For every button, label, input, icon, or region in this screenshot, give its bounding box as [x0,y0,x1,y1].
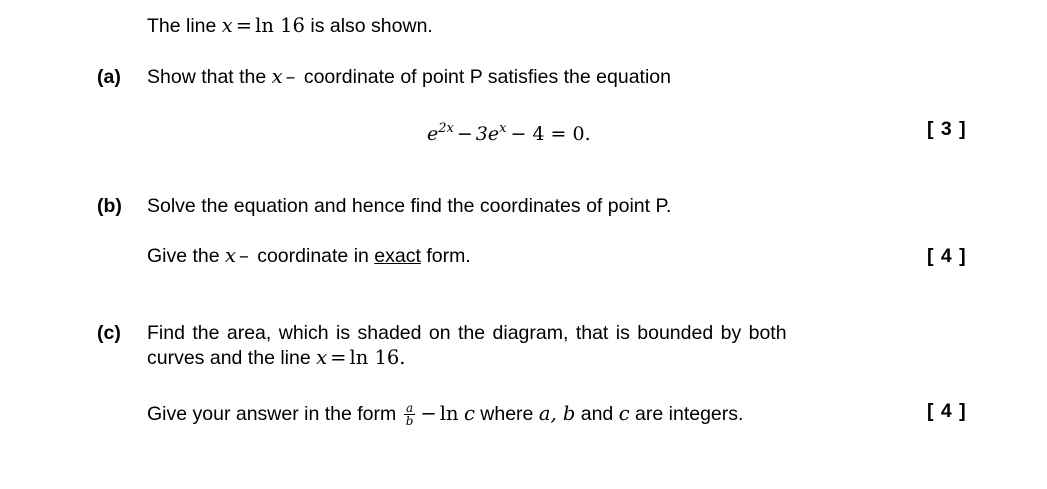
eq-exp-x: x [499,121,507,136]
intro-equals: = [235,14,253,37]
part-c-minus: − [420,402,437,425]
eq-3e: 3e [475,123,500,145]
eq-exp-2x: 2x [438,121,454,136]
fraction-numerator: a [404,402,416,415]
part-b-line1: Solve the equation and hence find the coordinates of point P. [147,195,672,217]
part-a-question [147,65,671,89]
part-c-var-x: x [316,346,328,369]
part-c-text-where: where [474,403,539,425]
part-c-marks: [ 4 ] [927,400,967,422]
intro-line [147,14,433,38]
part-a-dash: – [285,65,296,88]
intro-var-x: x [221,14,233,37]
part-a-equation [427,117,591,146]
intro-text-pre: The line [147,15,222,37]
part-b-label: (b) [97,195,122,217]
part-b-var-x: x [225,244,237,267]
part-c-line2 [147,346,405,370]
part-c-ln: ln [439,402,459,425]
part-c-var-c: c [463,402,475,425]
part-a-label: (a) [97,66,121,88]
eq-rest: − 4 = 0. [510,123,591,145]
eq-minus: − [456,123,473,145]
fraction-a-over-b [404,402,416,427]
part-b-line2 [147,244,471,268]
part-b-marks: [ 4 ] [927,245,967,267]
part-b-dash: – [239,244,249,267]
part-c-vars-ab: a, b [538,402,576,425]
part-c-label: (c) [97,322,121,344]
fraction-denominator: b [405,414,414,429]
part-c-line3 [147,399,743,429]
part-c-text-pre: curves and the line [147,347,317,369]
part-b-exact-underlined: exact [374,245,421,267]
part-c-line1: Find the area, which is shaded on the diagram, that is bounded by both [147,322,787,344]
eq-e: e [427,123,439,145]
part-c-text-post: are integers. [629,403,744,425]
part-a-text-post: coordinate of point P satisfies the equation [298,66,671,88]
part-c-text-and: and [575,403,619,425]
part-c-text-form: Give your answer in the form [147,403,402,425]
part-b-text-pre: Give the [147,245,226,267]
part-b-text-mid: coordinate in [251,245,375,267]
part-b-text-post: form. [420,245,471,267]
part-c-equals: = [330,346,347,369]
part-a-var-x: x [271,65,283,88]
intro-text-post: is also shown. [304,15,433,37]
part-c-var-c2: c [618,402,630,425]
part-a-marks: [ 3 ] [927,118,967,140]
intro-rhs: ln 16 [255,14,305,37]
part-a-text-pre: Show that the [147,66,272,88]
part-c-rhs: ln 16. [349,346,406,369]
